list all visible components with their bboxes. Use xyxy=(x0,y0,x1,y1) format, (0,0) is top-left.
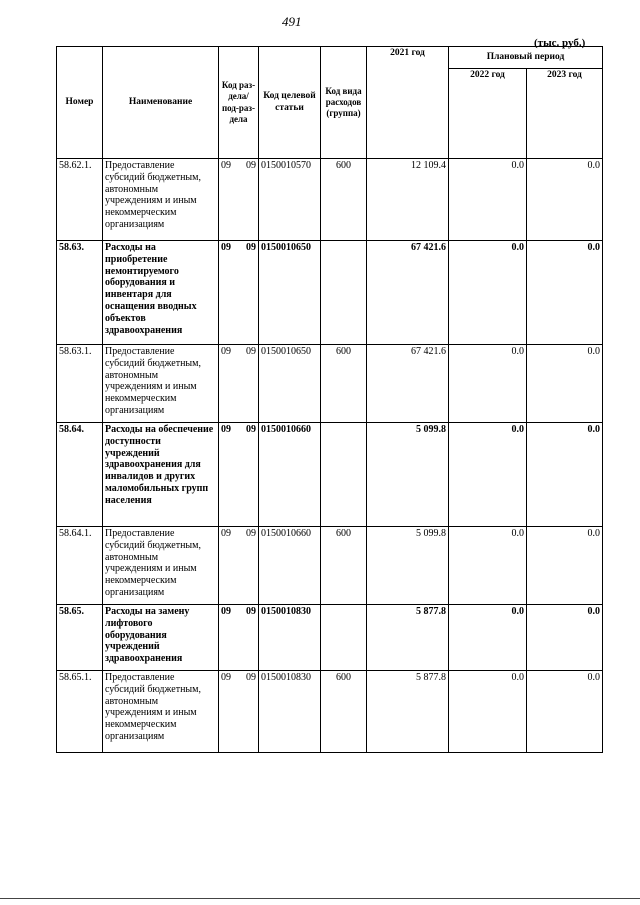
row-target-code: 0150010570 xyxy=(259,159,321,241)
row-2021: 5 099.8 xyxy=(367,527,449,605)
section-code: 09 xyxy=(221,672,231,683)
row-expense-type: 600 xyxy=(321,345,367,423)
row-target-code: 0150010650 xyxy=(259,345,321,423)
row-expense-type xyxy=(321,605,367,671)
header-2022: 2022 год xyxy=(449,69,527,159)
row-2023: 0.0 xyxy=(527,671,603,753)
header-2023: 2023 год xyxy=(527,69,603,159)
row-target-code: 0150010650 xyxy=(259,241,321,345)
section-code: 09 xyxy=(221,528,231,539)
page-bottom-rule xyxy=(0,898,640,899)
row-number: 58.62.1. xyxy=(57,159,103,241)
units-label: (тыс. руб.) xyxy=(534,37,586,49)
table-row xyxy=(57,345,603,423)
row-name: Расходы на обеспечение доступности учреждений здравоохранения для инвалидов и других маломобильных групп населения xyxy=(103,423,219,527)
row-expense-type: 600 xyxy=(321,159,367,241)
header-target-code: Код целевой статьи xyxy=(259,47,321,159)
section-code: 09 xyxy=(221,160,231,171)
row-section-code xyxy=(219,527,259,605)
row-section-code xyxy=(219,605,259,671)
header-planned-period: Плановый период xyxy=(449,47,603,69)
row-expense-type: 600 xyxy=(321,671,367,753)
budget-table xyxy=(56,46,603,753)
subsection-code: 09 xyxy=(246,424,256,435)
row-expense-type xyxy=(321,423,367,527)
row-2023: 0.0 xyxy=(527,241,603,345)
row-name: Предоставление субсидий бюджетным, автономным учреждениям и иным некоммерческим организациям xyxy=(103,345,219,423)
row-2022: 0.0 xyxy=(449,241,527,345)
row-2022: 0.0 xyxy=(449,605,527,671)
row-name: Расходы на замену лифтового оборудования учреждений здравоохранения xyxy=(103,605,219,671)
row-2023: 0.0 xyxy=(527,345,603,423)
row-section-code xyxy=(219,423,259,527)
row-number: 58.63.1. xyxy=(57,345,103,423)
row-2023: 0.0 xyxy=(527,527,603,605)
row-number: 58.64. xyxy=(57,423,103,527)
row-2022: 0.0 xyxy=(449,671,527,753)
row-name: Предоставление субсидий бюджетным, автономным учреждениям и иным некоммерческим организациям xyxy=(103,527,219,605)
row-2021: 5 099.8 xyxy=(367,423,449,527)
subsection-code: 09 xyxy=(246,528,256,539)
section-code: 09 xyxy=(221,242,231,253)
row-2022: 0.0 xyxy=(449,345,527,423)
subsection-code: 09 xyxy=(246,242,256,253)
row-number: 58.63. xyxy=(57,241,103,345)
row-name: Расходы на приобретение немонтируемого оборудования и инвентаря для оснащения вводных объектов здравоохранения xyxy=(103,241,219,345)
section-code: 09 xyxy=(221,346,231,357)
row-2021: 12 109.4 xyxy=(367,159,449,241)
page-number: 491 xyxy=(282,14,302,29)
subsection-code: 09 xyxy=(246,160,256,171)
subsection-code: 09 xyxy=(246,672,256,683)
table-row xyxy=(57,159,603,241)
row-2023: 0.0 xyxy=(527,159,603,241)
row-target-code: 0150010660 xyxy=(259,527,321,605)
row-2021: 67 421.6 xyxy=(367,241,449,345)
section-code: 09 xyxy=(221,606,231,617)
row-target-code: 0150010830 xyxy=(259,671,321,753)
row-number: 58.64.1. xyxy=(57,527,103,605)
row-expense-type: 600 xyxy=(321,527,367,605)
row-expense-type xyxy=(321,241,367,345)
subsection-code: 09 xyxy=(246,346,256,357)
table-row xyxy=(57,241,603,345)
table-row xyxy=(57,605,603,671)
row-section-code xyxy=(219,159,259,241)
row-section-code xyxy=(219,345,259,423)
subsection-code: 09 xyxy=(246,606,256,617)
table-row xyxy=(57,671,603,753)
row-name: Предоставление субсидий бюджетным, автономным учреждениям и иным некоммерческим организациям xyxy=(103,671,219,753)
header-section-code: Код раз-дела/ под-раз-дела xyxy=(219,47,259,159)
row-section-code xyxy=(219,241,259,345)
row-target-code: 0150010830 xyxy=(259,605,321,671)
row-2021: 5 877.8 xyxy=(367,671,449,753)
row-target-code: 0150010660 xyxy=(259,423,321,527)
section-code: 09 xyxy=(221,424,231,435)
row-name: Предоставление субсидий бюджетным, автономным учреждениям и иным некоммерческим организациям xyxy=(103,159,219,241)
row-number: 58.65.1. xyxy=(57,671,103,753)
header-2021: 2021 год xyxy=(367,47,449,159)
row-2023: 0.0 xyxy=(527,423,603,527)
table-row xyxy=(57,527,603,605)
row-2023: 0.0 xyxy=(527,605,603,671)
header-expense-type-code: Код вида расходов (группа) xyxy=(321,47,367,159)
row-number: 58.65. xyxy=(57,605,103,671)
row-2022: 0.0 xyxy=(449,527,527,605)
row-section-code xyxy=(219,671,259,753)
header-name: Наименование xyxy=(103,47,219,159)
row-2022: 0.0 xyxy=(449,159,527,241)
header-number: Номер xyxy=(57,47,103,159)
row-2022: 0.0 xyxy=(449,423,527,527)
table-row xyxy=(57,423,603,527)
row-2021: 5 877.8 xyxy=(367,605,449,671)
row-2021: 67 421.6 xyxy=(367,345,449,423)
